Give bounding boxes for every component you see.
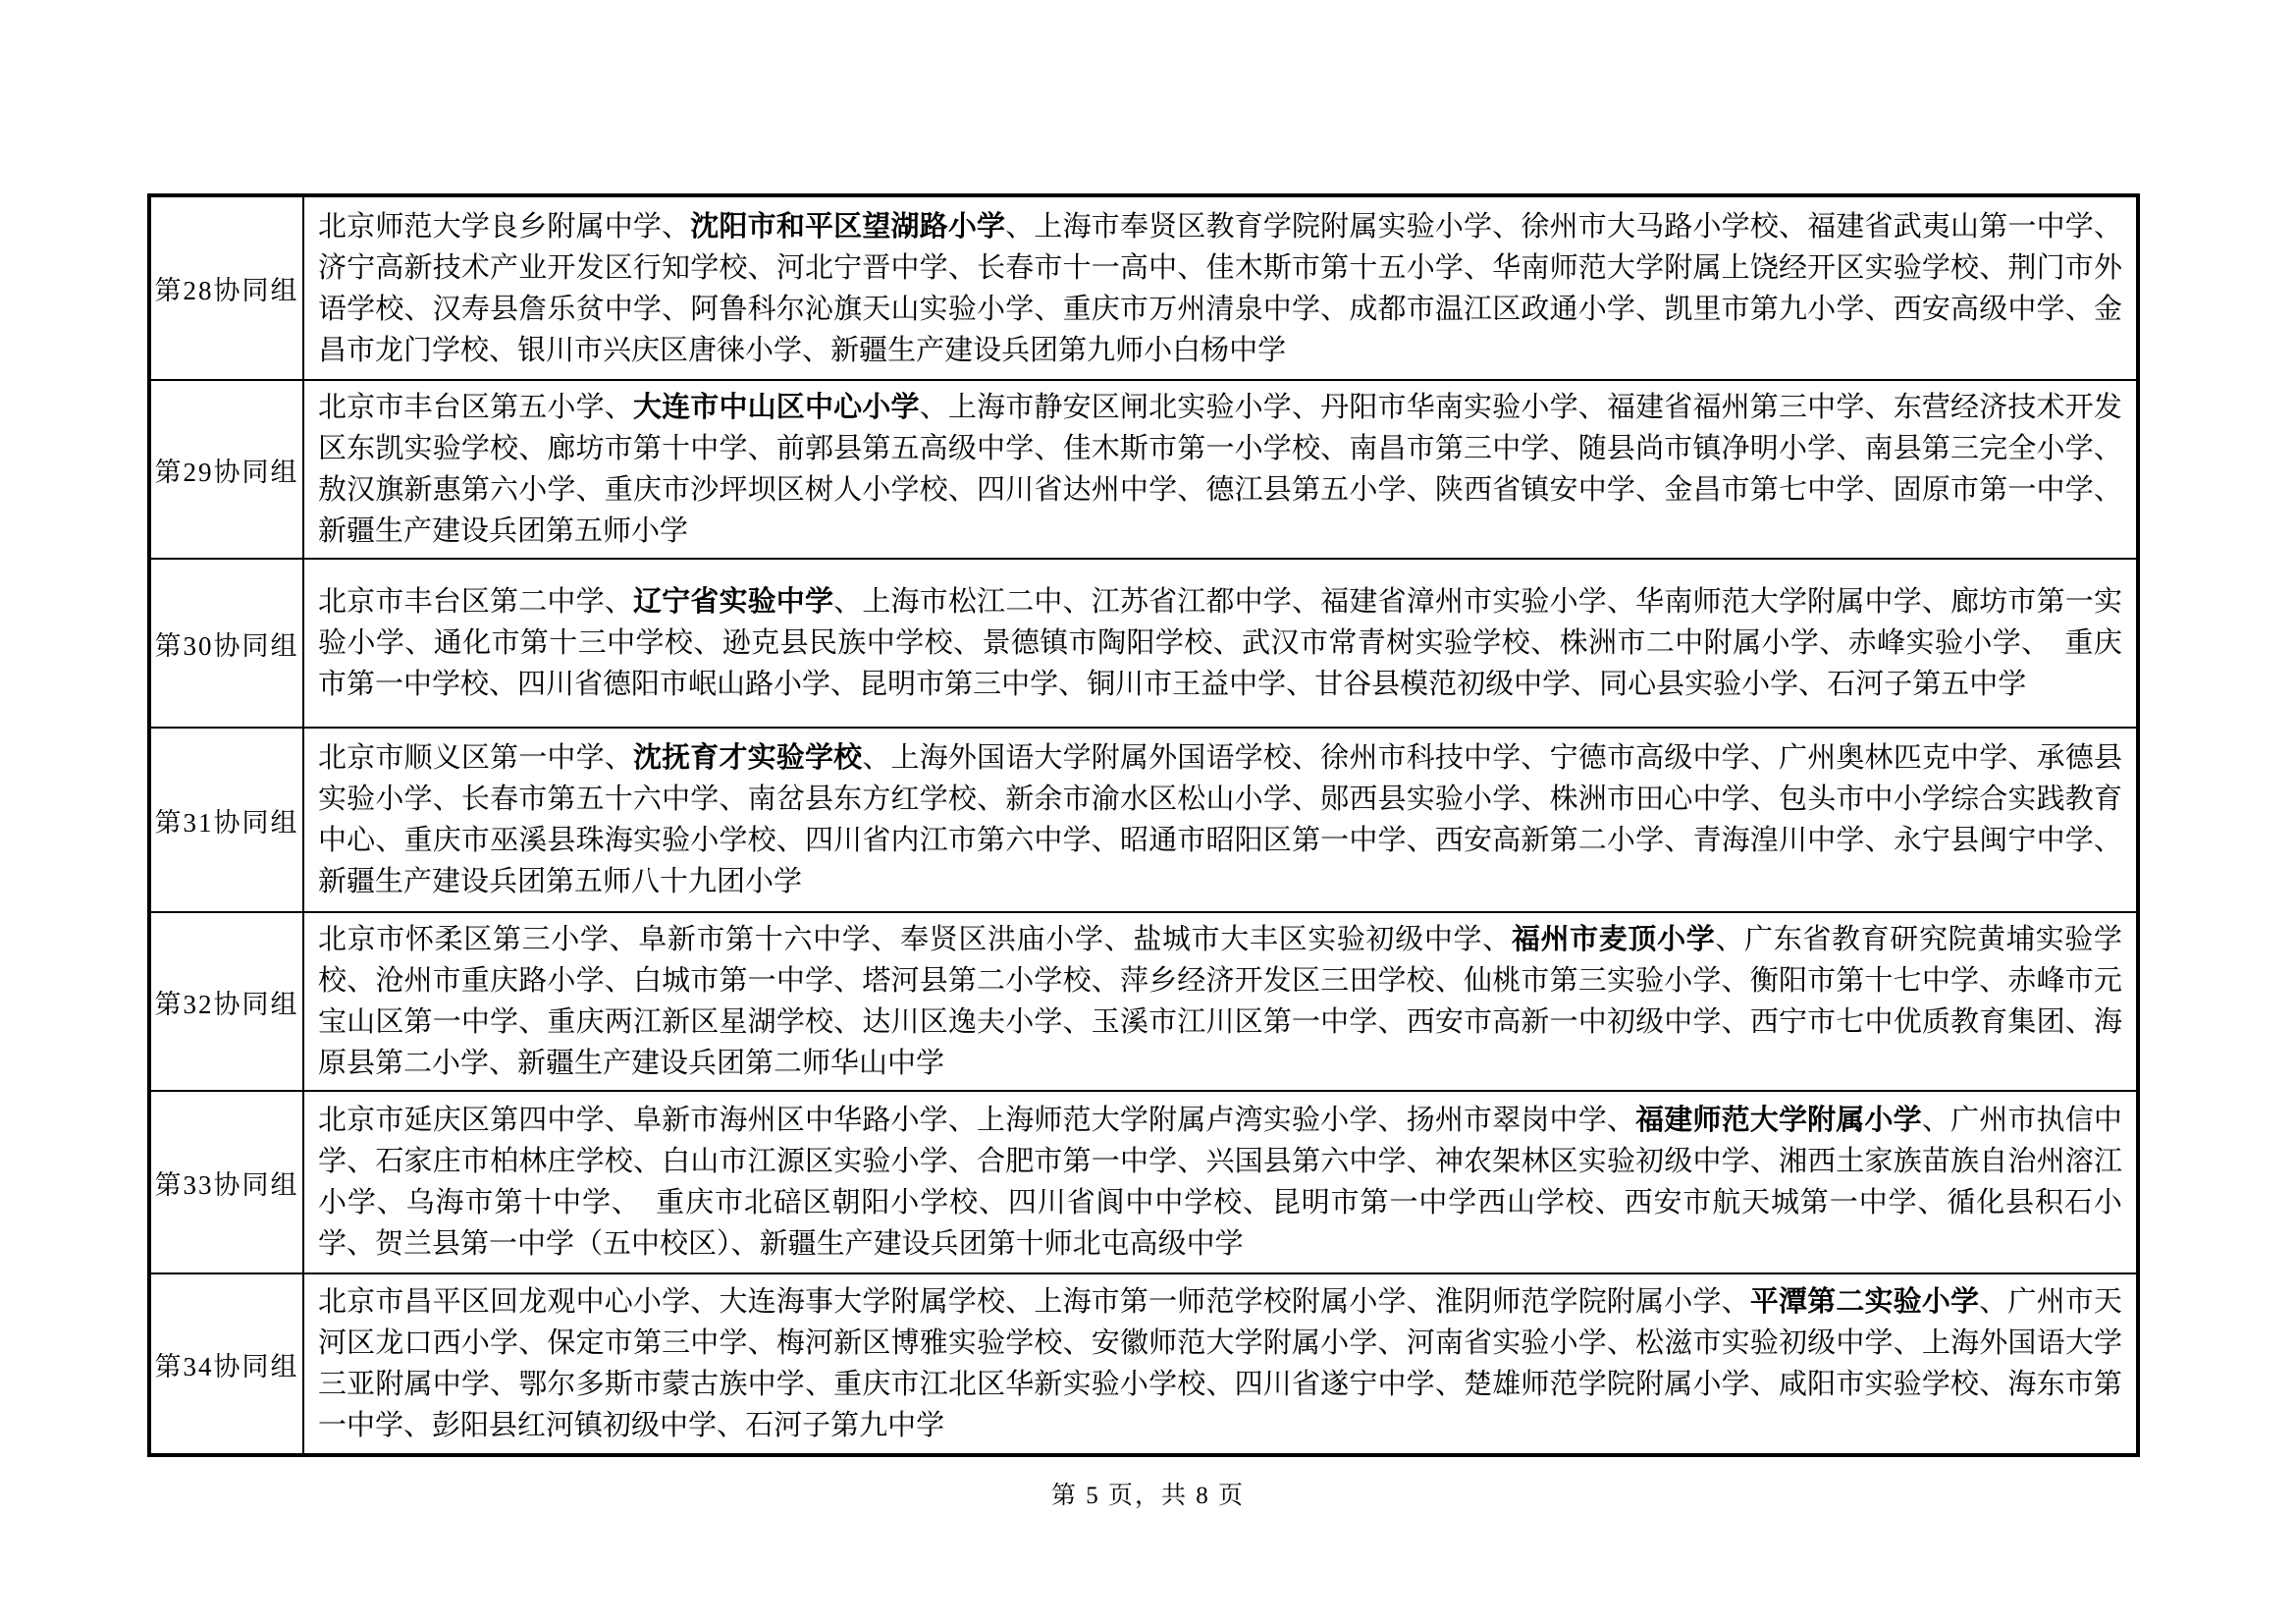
school-name: 汉寿县詹乐贫中学 [432,293,663,325]
school-name: 西安市航天城第一中学 [1624,1187,1918,1218]
school-name: 西安高级中学 [1893,293,2065,325]
table-row [149,195,2138,380]
group-school-list: 北京师范大学良乡附属中学、沈阳市和平区望湖路小学、上海市奉贤区教育学院附属实验小学、徐州市大马路小学校、福建省武夷山第一中学、济宁高新技术产业开发区行知学校、河北宁晋中学、长春市十一高中、佳木斯市第十五小学、华南师范大学附属上饶经开区实验学校、荆门市外语学校、汉寿县詹乐贫中学、阿鲁科尔沁旗天山实验小学、重庆市万州清泉中学、成都市温江区政通小学、凯里市第九小学、西安高级中学、金昌市龙门学校、银川市兴庆区唐徕小学、新疆生产建设兵团第九师小白杨中学 [303,195,2138,380]
group-school-list: 北京市丰台区第二中学、辽宁省实验中学、上海市松江二中、江苏省江都中学、福建省漳州市实验小学、华南师范大学附属中学、廊坊市第一实验小学、通化市第十三中学校、逊克县民族中学校、景德镇市陶阳学校、武汉市常青树实验学校、株洲市二中附属小学、赤峰实验小学、 重庆市第一中学校、四川省德阳市岷山路小学、昆明市第三中学、铜川市王益中学、甘谷县模范初级中学、同心县实验小学、石河子第五中学 [303,559,2138,728]
school-name: 江苏省江都中学 [1091,586,1293,618]
school-name: 重庆市万州清泉中学 [1062,293,1321,325]
school-name: 达川区逸夫小学 [862,1006,1063,1038]
group-school-list: 北京市怀柔区第三小学、阜新市第十六中学、奉贤区洪庙小学、盐城市大丰区实验初级中学、福州市麦顶小学、广东省教育研究院黄埔实验学校、沧州市重庆路小学、白城市第一中学、塔河县第二小学校、萍乡经济开发区三田学校、仙桃市第三实验小学、衡阳市第十七中学、赤峰市元宝山区第一中学、重庆两江新区星湖学校、达川区逸夫小学、玉溪市江川区第一中学、西安市高新一中初级中学、西宁市七中优质教育集团、海原县第二小学、新疆生产建设兵团第二师华山中学 [303,912,2138,1091]
table-row [149,728,2138,912]
group-label: 第29协同组 [149,380,303,559]
school-name: 广州奥林匹克中学 [1779,742,2008,774]
school-name: 同心县实验小学 [1599,669,1799,700]
school-name: 阿鲁科尔沁旗天山实验小学 [690,293,1035,325]
school-name: 丹阳市华南实验小学 [1320,392,1578,423]
table-row [149,559,2138,728]
school-name: 北京市丰台区第二中学 [318,586,605,618]
school-name: 北京市顺义区第一中学 [318,742,605,774]
school-name: 石河子第五中学 [1827,669,2027,700]
table-row [149,1091,2138,1273]
school-name: 西宁市七中优质教育集团 [1749,1006,2065,1038]
school-name: 上海外国语大学三亚附属中学 [318,1327,2122,1400]
school-name: 承德县实验小学 [318,742,2122,815]
school-name: 白城市第一中学 [632,965,834,997]
school-name: 盐城市大丰区实验初级中学 [1133,924,1483,955]
school-name: 上海市松江二中 [862,586,1063,618]
page-number-text: 第 5 页，共 8 页 [1050,1483,1245,1509]
school-name: 上海市第一师范学校附属小学 [1034,1286,1407,1318]
school-name: 株洲市二中附属小学 [1559,627,1820,659]
school-name: 廊坊市第十中学 [547,433,748,464]
group-school-list: 北京市延庆区第四中学、阜新市海州区中华路小学、上海师范大学附属卢湾实验小学、扬州市翠岗中学、福建师范大学附属小学、广州市执信中学、石家庄市柏林庄学校、白山市江源区实验小学、合肥市第一中学、兴国县第六中学、神农架林区实验初级中学、湘西土家族苗族自治州溶江小学、乌海市第十中学、 重庆市北碚区朝阳小学校、四川省阆中中学校、昆明市第一中学西山学校、西安市航天城第一中学、循化县积石小学、贺兰县第一中学（五中校区）、新疆生产建设兵团第十师北屯高级中学 [303,1091,2138,1273]
group-label: 第34协同组 [149,1273,303,1455]
school-name: 佳木斯市第十五小学 [1205,251,1465,284]
school-name: 赤峰实验小学 [1847,627,2022,659]
school-name: 大连市中山区中心小学 [632,392,920,423]
school-name: 扬州市翠岗中学 [1406,1105,1607,1136]
school-name: 四川省达州中学 [977,474,1178,506]
school-name: 重庆市沙坪坝区树人小学校 [604,474,948,506]
school-name: 淮阴师范学院附属小学 [1434,1286,1722,1318]
school-name: 阜新市第十六中学 [638,924,872,955]
school-name: 甘谷县模范初级中学 [1314,669,1572,700]
school-name: 西安高新第二小学 [1434,825,1665,856]
school-name: 沈阳市和平区望湖路小学 [690,210,1006,243]
school-name: 福建省漳州市实验小学 [1320,586,1607,618]
school-name: 华南师范大学附属上饶经开区实验学校 [1492,251,1980,284]
school-name: 长春市第五十六中学 [460,784,720,815]
school-name: 昆明市第三中学 [859,669,1059,700]
school-name: 北京市丰台区第五小学 [318,392,605,423]
school-name: 凯里市第九小学 [1664,293,1865,325]
school-name: 逊克县民族中学校 [721,627,954,659]
table-row [149,912,2138,1091]
school-name: 楚雄师范学院附属小学 [1464,1369,1750,1400]
school-name: 南县第三完全小学 [1864,433,2094,464]
school-name: 湘西土家族苗族自治州溶江小学 [318,1146,2122,1218]
school-name: 徐州市大马路小学校 [1521,210,1779,243]
school-name: 萍乡经济开发区三田学校 [1119,965,1435,997]
school-name: 福建师范大学附属小学 [1635,1105,1922,1136]
school-name: 四川省内江市第六中学 [805,825,1092,856]
school-name: 新疆生产建设兵团第五师八十九团小学 [318,866,803,897]
school-name: 金昌市第七中学 [1664,474,1865,506]
school-name: 通化市第十三中学校 [433,627,694,659]
table-row [149,380,2138,559]
group-label: 第28协同组 [149,195,303,380]
group-label: 第33协同组 [149,1091,303,1273]
school-name: 合肥市第一中学 [977,1146,1178,1177]
school-name: 循化县积石小学 [318,1187,2122,1260]
school-name: 广东省教育研究院黄埔实验学校 [318,924,2122,997]
school-name: 武汉市常青树实验学校 [1242,627,1531,659]
collaboration-groups-table [147,193,2140,1457]
school-name: 前郭县第五高级中学 [775,433,1035,464]
school-name: 佳木斯市第一小学校 [1062,433,1321,464]
group-school-list: 北京市顺义区第一中学、沈抚育才实验学校、上海外国语大学附属外国语学校、徐州市科技中学、宁德市高级中学、广州奥林匹克中学、承德县实验小学、长春市第五十六中学、南岔县东方红学校、新余市渝水区松山小学、郧西县实验小学、株洲市田心中学、包头市中小学综合实践教育中心、重庆市巫溪县珠海实验小学校、四川省内江市第六中学、昭通市昭阳区第一中学、西安高新第二小学、青海湟川中学、永宁县闽宁中学、新疆生产建设兵团第五师八十九团小学 [303,728,2138,912]
school-name: 安徽师范大学附属小学 [1091,1327,1378,1359]
group-label: 第31协同组 [149,728,303,912]
school-name: 上海师范大学附属卢湾实验小学 [977,1105,1378,1136]
group-label: 第32协同组 [149,912,303,1091]
school-name: 重庆市江北区华新实验小学校 [833,1369,1206,1400]
school-name: 鄂尔多斯市蒙古族中学 [518,1369,805,1400]
school-name: 济宁高新技术产业开发区行知学校 [318,251,748,284]
school-name: 新疆生产建设兵团第二师华山中学 [517,1048,945,1079]
school-name: 银川市兴庆区唐徕小学 [517,334,803,366]
school-name: 衡阳市第十七中学 [1749,965,1980,997]
school-name: 青海湟川中学 [1692,825,1865,856]
school-name: 永宁县闽宁中学 [1893,825,2094,856]
table-row [149,1273,2138,1455]
school-name: 德江县第五小学 [1205,474,1407,506]
school-name: 贺兰县第一中学（五中校区） [375,1228,731,1260]
school-name: 重庆市北碚区朝阳小学校 [626,1187,979,1218]
school-name: 金昌市龙门学校 [318,293,2122,366]
school-name: 辽宁省实验中学 [632,586,834,618]
school-name: 新疆生产建设兵团第九师小白杨中学 [830,334,1287,366]
school-name: 廊坊市第一实验小学 [318,586,2122,659]
school-name: 西安市高新一中初级中学 [1406,1006,1722,1038]
school-name: 上海市静安区闸北实验小学 [947,392,1292,423]
school-name: 四川省阆中中学校 [1007,1187,1243,1218]
group-school-list: 北京市丰台区第五小学、大连市中山区中心小学、上海市静安区闸北实验小学、丹阳市华南实验小学、福建省福州第三中学、东营经济技术开发区东凯实验学校、廊坊市第十中学、前郭县第五高级中学、佳木斯市第一小学校、南昌市第三中学、随县尚市镇净明小学、南县第三完全小学、敖汉旗新惠第六小学、重庆市沙坪坝区树人小学校、四川省达州中学、德江县第五小学、陕西省镇安中学、金昌市第七中学、固原市第一中学、新疆生产建设兵团第五师小学 [303,380,2138,559]
school-name: 陕西省镇安中学 [1434,474,1636,506]
school-name: 沧州市重庆路小学 [375,965,605,997]
school-name: 保定市第三中学 [547,1327,748,1359]
school-name: 兴国县第六中学 [1205,1146,1407,1177]
school-name: 固原市第一中学 [1893,474,2094,506]
school-name: 福建省福州第三中学 [1606,392,1865,423]
page-footer [0,1476,2296,1511]
school-name: 四川省德阳市岷山路小学 [517,669,831,700]
school-name: 新余市渝水区松山小学 [1005,784,1292,815]
school-name: 仙桃市第三实验小学 [1464,965,1722,997]
group-label: 第30协同组 [149,559,303,728]
school-name: 平潭第二实验小学 [1749,1286,1980,1318]
school-name: 石河子第九中学 [745,1410,945,1441]
school-name: 奉贤区洪庙小学 [900,924,1104,955]
school-name: 南岔县东方红学校 [747,784,978,815]
school-name: 海原县第二小学 [318,1006,2122,1079]
school-name: 北京师范大学良乡附属中学 [318,210,663,243]
school-name: 梅河新区博雅实验学校 [775,1327,1063,1359]
school-name: 株洲市田心中学 [1549,784,1750,815]
school-name: 阜新市海州区中华路小学 [632,1105,948,1136]
school-name: 重庆市巫溪县珠海实验小学校 [403,825,776,856]
school-name: 随县尚市镇净明小学 [1577,433,1837,464]
school-name: 南昌市第三中学 [1349,433,1550,464]
school-name: 广州市执信中学 [318,1105,2122,1177]
school-name: 荆门市外语学校 [318,251,2122,325]
school-name: 北京市怀柔区第三小学 [318,924,610,955]
school-name: 北京市延庆区第四中学 [318,1105,605,1136]
school-name: 新疆生产建设兵团第十师北屯高级中学 [759,1228,1244,1260]
school-name: 东营经济技术开发区东凯实验学校 [318,392,2122,464]
school-name: 徐州市科技中学 [1320,742,1522,774]
school-name: 四川省遂宁中学 [1234,1369,1435,1400]
school-name: 昭通市昭阳区第一中学 [1119,825,1407,856]
school-name: 长春市十一高中 [977,251,1178,284]
school-name: 塔河县第二小学校 [862,965,1092,997]
school-name: 海东市第一中学 [318,1369,2122,1441]
school-name: 华南师范大学附属中学 [1635,586,1922,618]
group-school-list: 北京市昌平区回龙观中心小学、大连海事大学附属学校、上海市第一师范学校附属小学、淮阴师范学院附属小学、平潭第二实验小学、广州市天河区龙口西小学、保定市第三中学、梅河新区博雅实验学校、安徽师范大学附属小学、河南省实验小学、松滋市实验初级中学、上海外国语大学三亚附属中学、鄂尔多斯市蒙古族中学、重庆市江北区华新实验小学校、四川省遂宁中学、楚雄师范学院附属小学、咸阳市实验学校、海东市第一中学、彭阳县红河镇初级中学、石河子第九中学 [303,1273,2138,1455]
school-name: 沈抚育才实验学校 [632,742,863,774]
groups-table-body [149,195,2138,1455]
school-name: 包头市中小学综合实践教育中心 [318,784,2122,856]
school-name: 河南省实验小学 [1406,1327,1607,1359]
school-name: 上海外国语大学附属外国语学校 [890,742,1292,774]
school-name: 重庆两江新区星湖学校 [547,1006,834,1038]
school-name: 乌海市第十中学 [405,1187,612,1218]
school-name: 石家庄市柏林庄学校 [375,1146,633,1177]
school-name: 神农架林区实验初级中学 [1434,1146,1750,1177]
school-name: 松滋市实验初级中学 [1635,1327,1894,1359]
school-name: 广州市天河区龙口西小学 [318,1286,2122,1359]
school-name: 北京市昌平区回龙观中心小学 [318,1286,691,1318]
school-name: 成都市温江区政通小学 [1349,293,1636,325]
school-name: 重庆市第一中学校 [318,627,2122,700]
school-name: 赤峰市元宝山区第一中学 [318,965,2122,1038]
school-name: 玉溪市江川区第一中学 [1091,1006,1378,1038]
school-name: 昆明市第一中学西山学校 [1271,1187,1595,1218]
school-name: 宁德市高级中学 [1549,742,1750,774]
school-name: 白山市江源区实验小学 [662,1146,948,1177]
school-name: 福建省武夷山第一中学 [1807,210,2094,243]
school-name: 福州市麦顶小学 [1511,924,1716,955]
school-name: 敖汉旗新惠第六小学 [318,474,576,506]
school-name: 彭阳县红河镇初级中学 [432,1410,718,1441]
school-name: 咸阳市实验学校 [1778,1369,1980,1400]
school-name: 河北宁晋中学 [775,251,948,284]
school-name: 新疆生产建设兵团第五师小学 [318,515,689,547]
school-name: 郧西县实验小学 [1320,784,1522,815]
school-name: 景德镇市陶阳学校 [982,627,1213,659]
school-name: 大连海事大学附属学校 [719,1286,1006,1318]
school-name: 铜川市王益中学 [1087,669,1287,700]
school-name: 上海市奉贤区教育学院附属实验小学 [1034,210,1493,243]
